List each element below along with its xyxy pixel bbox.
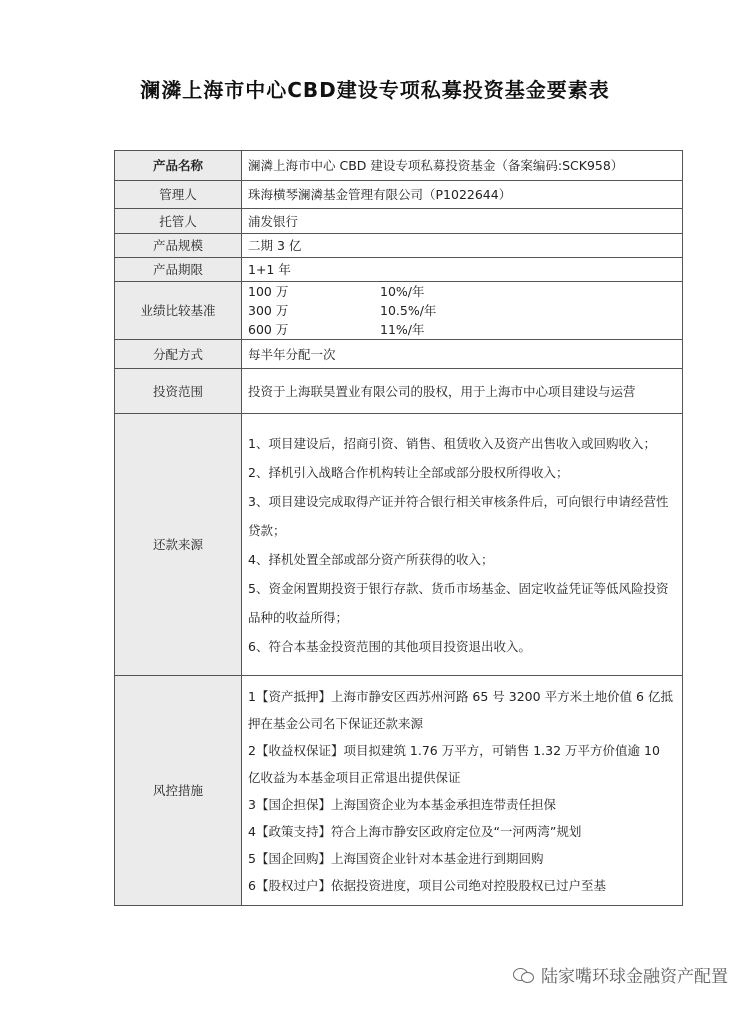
risk-control-item: 1【资产抵押】上海市静安区西苏州河路 65 号 3200 平方米土地价值 6 亿抵押在基金公司名下保证还款来源 [248, 688, 673, 731]
repayment-item: 5、资金闲置期投资于银行存款、货币市场基金、固定收益凭证等低风险投资品种的收益所得； [248, 580, 669, 625]
repayment-item: 2、择机引入战略合作机构转让全部或部分股权所得收入； [248, 464, 569, 480]
value-investment-scope [242, 369, 683, 414]
benchmark-line [248, 320, 682, 339]
benchmark-line [248, 301, 682, 320]
label-manager: 管理人 [115, 181, 242, 209]
value-repayment [242, 414, 683, 676]
table-row [115, 234, 683, 258]
label-distribution: 分配方式 [115, 340, 242, 369]
page-title: 澜潾上海市中心CBD建设专项私募投资基金要素表 [140, 78, 610, 102]
label-benchmark: 业绩比较基准 [115, 282, 242, 340]
value-custodian: 浦发银行 [242, 209, 683, 234]
investment-scope-text: 投资于上海联昊置业有限公司的股权，用于上海市中心项目建设与运营 [248, 383, 636, 399]
table-row [115, 369, 683, 414]
benchmark-amount: 600 万 [248, 322, 289, 337]
label-product-name: 产品名称 [115, 151, 242, 181]
watermark-text: 陆家嘴环球金融资产配置 [541, 967, 728, 987]
label-scale: 产品规模 [115, 234, 242, 258]
wechat-icon [513, 966, 535, 984]
value-risk-control [242, 676, 683, 906]
benchmark-rate: 10.5%/年 [380, 303, 437, 318]
risk-control-item: 3【国企担保】上海国资企业为本基金承担连带责任担保 [248, 796, 556, 812]
table-row [115, 340, 683, 369]
fund-elements-table [114, 150, 683, 906]
table-row [115, 181, 683, 209]
risk-control-item: 4【政策支持】符合上海市静安区政府定位及“一河两湾”规划 [248, 823, 582, 839]
value-distribution: 每半年分配一次 [242, 340, 683, 369]
label-investment-scope: 投资范围 [115, 369, 242, 414]
repayment-item: 3、项目建设完成取得产证并符合银行相关审核条件后，可向银行申请经营性贷款； [248, 493, 669, 538]
value-product-name: 澜潾上海市中心 CBD 建设专项私募投资基金（备案编码:SCK958） [242, 151, 683, 181]
benchmark-rate: 11%/年 [380, 322, 425, 337]
risk-control-item: 2【收益权保证】项目拟建筑 1.76 万平方，可销售 1.32 万平方价值逾 10 亿收益为本基金项目正常退出提供保证 [248, 742, 660, 785]
table-row [115, 258, 683, 282]
label-term: 产品期限 [115, 258, 242, 282]
benchmark-amount: 300 万 [248, 303, 289, 318]
benchmark-line [248, 282, 682, 301]
repayment-item: 4、择机处置全部或部分资产所获得的收入； [248, 551, 494, 567]
benchmark-rate: 10%/年 [380, 284, 425, 299]
repayment-item: 6、符合本基金投资范围的其他项目投资退出收入。 [248, 638, 531, 654]
table-row [115, 414, 683, 676]
benchmark-amount: 100 万 [248, 284, 289, 299]
table-row [115, 676, 683, 906]
value-term: 1+1 年 [242, 258, 683, 282]
table-row [115, 151, 683, 181]
risk-control-item: 5【国企回购】上海国资企业针对本基金进行到期回购 [248, 850, 544, 866]
label-custodian: 托管人 [115, 209, 242, 234]
value-scale: 二期 3 亿 [242, 234, 683, 258]
label-risk-control: 风控措施 [115, 676, 242, 906]
label-repayment: 还款来源 [115, 414, 242, 676]
risk-control-item: 6【股权过户】依据投资进度，项目公司绝对控股股权已过户至基 [248, 877, 606, 893]
table-row [115, 209, 683, 234]
value-benchmark [242, 282, 683, 340]
value-manager: 珠海横琴澜潾基金管理有限公司（P1022644） [242, 181, 683, 209]
watermark [513, 962, 728, 987]
repayment-item: 1、项目建设后，招商引资、销售、租赁收入及资产出售收入或回购收入； [248, 435, 656, 451]
table-row [115, 282, 683, 340]
